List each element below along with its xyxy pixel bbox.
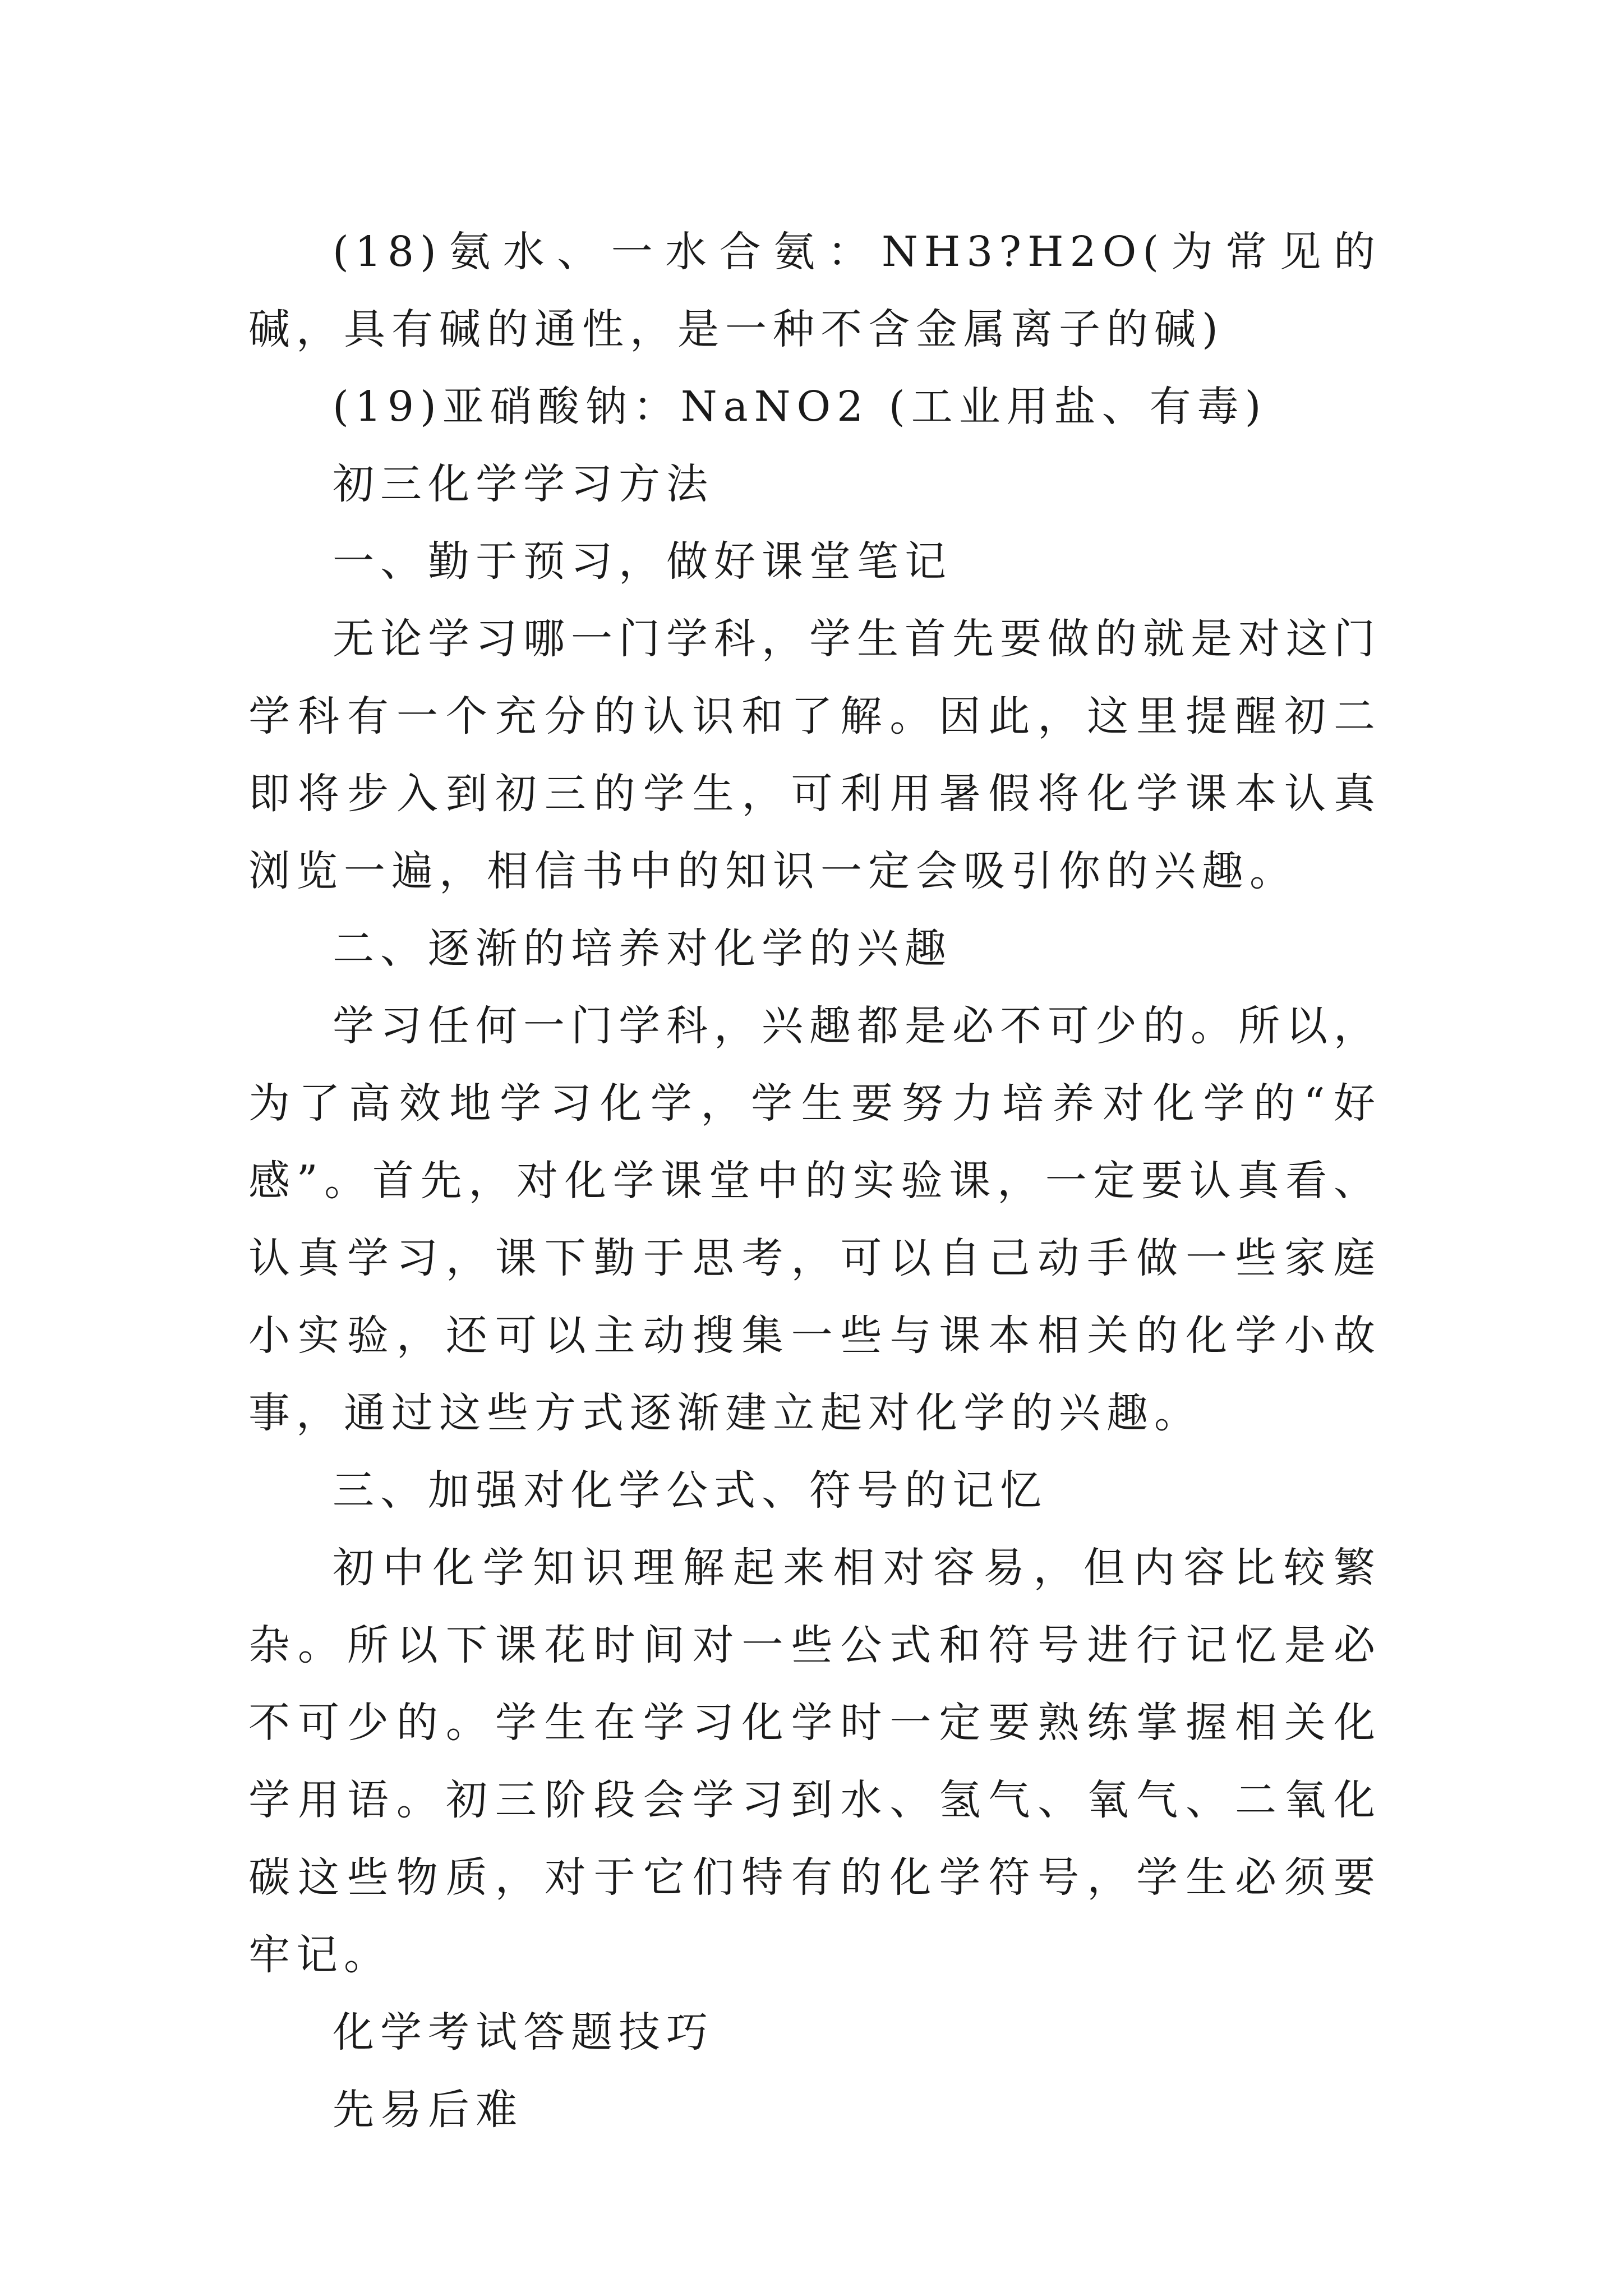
heading-study-methods: 初三化学学习方法 <box>333 460 714 508</box>
heading-exam-tips: 化学考试答题技巧 <box>333 2008 714 2056</box>
paragraph-ammonia-water: (18)氨水、一水合氨：NH3?H2O(为常见的碱，具有碱的通性，是一种不含金属离子的碱) <box>248 228 1381 353</box>
heading-preview-notes: 一、勤于预习，做好课堂笔记 <box>333 537 952 586</box>
heading-memorize-formulas: 三、加强对化学公式、符号的记忆 <box>333 1466 1048 1515</box>
heading-cultivate-interest: 二、逐渐的培养对化学的兴趣 <box>333 924 952 973</box>
paragraph-cultivate-interest: 学习任何一门学科，兴趣都是必不可少的。所以，为了高效地学习化学，学生要努力培养对化学的“好感”。首先，对化学课堂中的实验课，一定要认真看、认真学习，课下勤于思考，可以自己动手做一些家庭小实验，还可以主动搜集一些与课本相关的化学小故事，通过这些方式逐渐建立起对化学的兴趣。 <box>248 1002 1381 1437</box>
paragraph-preview-notes: 无论学习哪一门学科，学生首先要做的就是对这门学科有一个充分的认识和了解。因此，这里提醒初二即将步入到初三的学生，可利用暑假将化学课本认真浏览一遍，相信书中的知识一定会吸引你的兴趣。 <box>248 615 1381 895</box>
document-body <box>248 213 1381 2148</box>
heading-easy-first: 先易后难 <box>333 2086 523 2134</box>
paragraph-memorize-formulas: 初中化学知识理解起来相对容易，但内容比较繁杂。所以下课花时间对一些公式和符号进行记忆是必不可少的。学生在学习化学时一定要熟练掌握相关化学用语。初三阶段会学习到水、氢气、氧气、二氧化碳这些物质，对于它们特有的化学符号，学生必须要牢记。 <box>248 1544 1381 1979</box>
paragraph-sodium-nitrite: (19)亚硝酸钠：NaNO2 (工业用盐、有毒) <box>333 383 1267 431</box>
